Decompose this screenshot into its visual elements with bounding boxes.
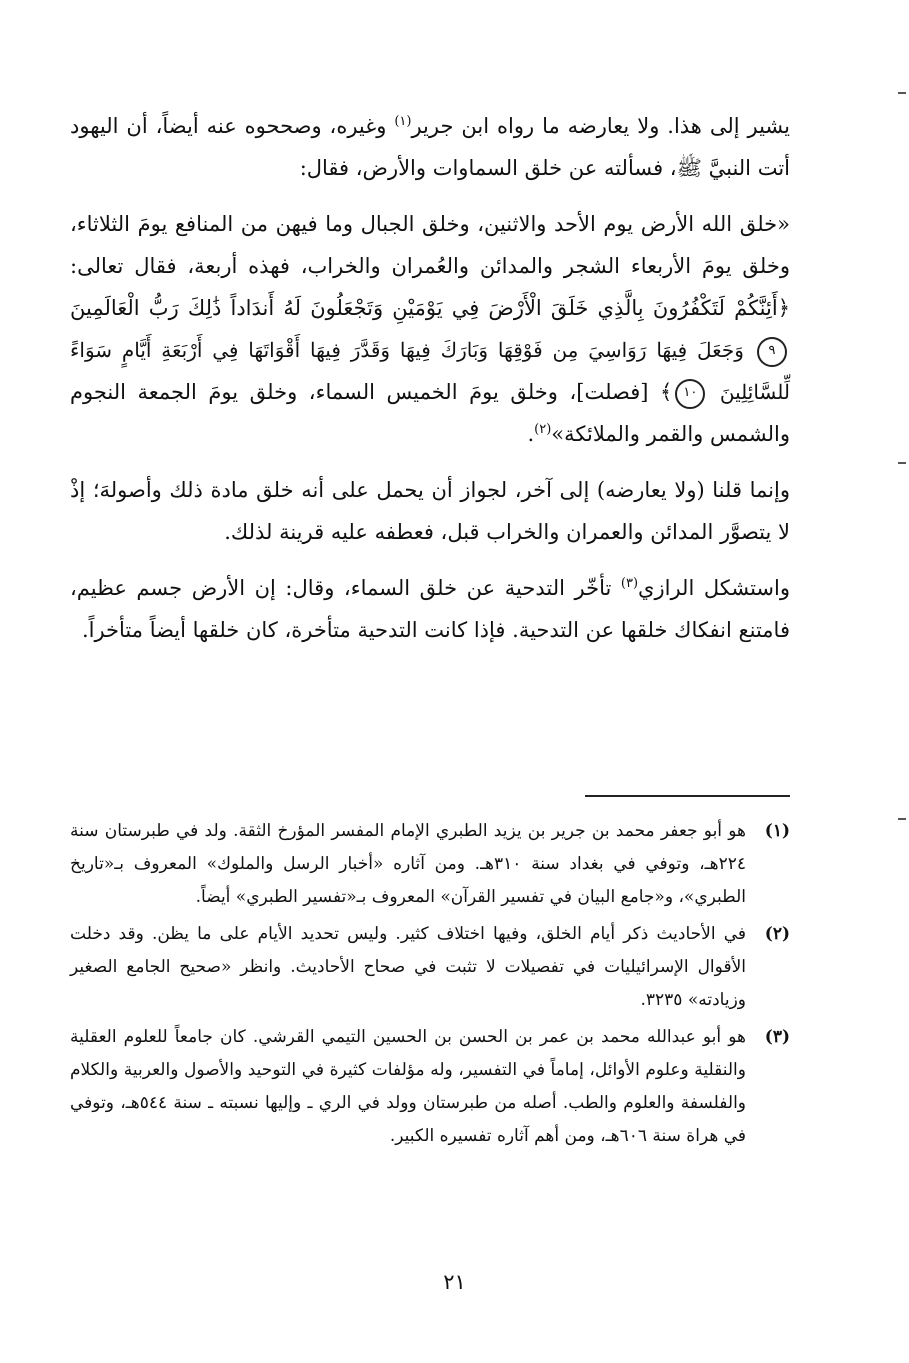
- paragraph-4-text-a: واستشكل الرازي: [638, 576, 790, 600]
- quran-verse-10: وَجَعَلَ فِيهَا رَوَاسِيَ مِن فَوْقِهَا وَبَارَكَ فِيهَا وَقَدَّرَ فِيهَا أَقْوَاتَهَا فِي أَرْبَعَةِ أَيَّامٍ سَوَاءً لِّلسَّائِلِينَ: [70, 338, 790, 404]
- hadith-text-c: ﴾ [فصلت]، وخلق يومَ الخميس السماء، وخلق يومَ الجمعة النجوم والشمس والقمر والملائكة»: [70, 380, 790, 446]
- footnote-number: (١): [764, 821, 790, 841]
- paragraph-4-text-b: تأخّر التدحية عن خلق السماء، وقال: إن الأرض جسم عظيم، فامتنع انفكاك خلقها عن التدحية. فإذا كانت التدحية متأخرة، كان خلقها أيضاً متأخراً.: [70, 576, 790, 642]
- footnote-text: في الأحاديث ذكر أيام الخلق، وفيها اختلاف كثير. وليس تحديد الأيام على ما يظن. وقد دخلت الأقوال الإسرائيليات في تفصيلات لا تثبت في صحاح الأحاديث. وانظر «صحيح الجامع الصغير وزيادته» ٣٢٣٥.: [70, 924, 746, 1010]
- page-number: ٢١: [443, 1270, 466, 1294]
- paragraph-2-hadith: [70, 203, 790, 455]
- scan-mark: [898, 818, 906, 820]
- paragraph-1-text-b: وغيره، وصححوه عنه أيضاً، أن اليهود أتت النبيَّ ﷺ، فسألته عن خلق السماوات والأرض، فقال:: [70, 114, 790, 180]
- paragraph-1-text-a: يشير إلى هذا. ولا يعارضه ما رواه ابن جرير: [411, 114, 791, 138]
- footnote-2: [70, 918, 790, 1017]
- ayah-number-9: ٩: [757, 337, 787, 367]
- footnote-3: [70, 1021, 790, 1153]
- footnote-text: هو أبو جعفر محمد بن جرير بن يزيد الطبري الإمام المفسر المؤرخ الثقة. ولد في طبرستان سنة ٢٢٤هـ، وتوفي في بغداد سنة ٣١٠هـ. ومن آثاره «أخبار الرسل والملوك» المعروف بـ«تاريخ الطبري»، و«جامع البيان في تفسير القرآن» المعروف بـ«تفسير الطبري» أيضاً.: [70, 821, 746, 907]
- footnotes: [70, 815, 790, 1157]
- footnote-ref-2[interactable]: (٢): [534, 422, 552, 437]
- scan-mark: [898, 462, 906, 464]
- footnote-ref-1[interactable]: (١): [394, 114, 412, 129]
- paragraph-3: وإنما قلنا (ولا يعارضه) إلى آخر، لجواز أن يحمل على أنه خلق مادة ذلك وأصولهَ؛ إذْ لا يتصوَّر المدائن والعمران والخراب قبل، فعطفه عليه قرينة لذلك.: [70, 478, 790, 544]
- scan-mark: [898, 92, 906, 94]
- footnote-text: هو أبو عبدالله محمد بن عمر بن الحسن بن الحسين التيمي القرشي. كان جامعاً للعلوم العقلية والنقلية وعلوم الأوائل، إماماً في التفسير، وله مؤلفات كثيرة في التوحيد والأصول والعربية والكلام والفلسفة والعلوم والطب. أصله من طبرستان وولد في الري ـ وإليها نسبته ـ سنة ٥٤٤هـ، وتوفي في هراة سنة ٦٠٦هـ، ومن أهم آثاره تفسيره الكبير.: [70, 1027, 747, 1146]
- main-text: [70, 105, 790, 665]
- ayah-number-10: ١٠: [675, 379, 705, 409]
- hadith-end: .: [527, 422, 535, 446]
- paragraph-4: [70, 567, 790, 651]
- footnote-divider: [585, 795, 790, 797]
- paragraph-1: [70, 105, 790, 189]
- footnote-1: [70, 815, 790, 914]
- hadith-text-a: «خلق الله الأرض يوم الأحد والاثنين، وخلق الجبال وما فيهن من المنافع يومَ الثلاثاء، وخلق يومَ الأربعاء الشجر والمدائن والعُمران والخراب، فهذه أربعة، فقال تعالى: ﴿أَئِنَّكُمْ لَتَكْفُرُونَ بِالَّذِي خَلَقَ الْأَرْضَ فِي يَوْمَيْنِ وَتَجْعَلُونَ لَهُ أَندَاداً ذَٰلِكَ رَبُّ الْعَالَمِينَ: [70, 212, 790, 320]
- footnote-number: (٣): [764, 1027, 790, 1047]
- footnote-number: (٢): [764, 924, 790, 944]
- footnote-ref-3[interactable]: (٣): [620, 576, 639, 591]
